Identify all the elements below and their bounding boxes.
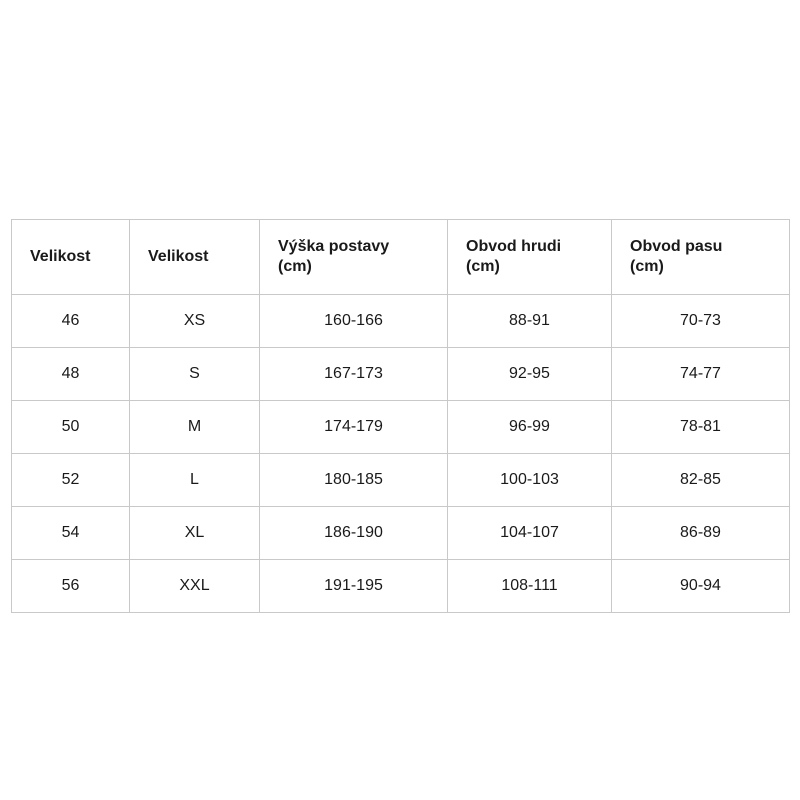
column-header-waist	[612, 220, 790, 295]
cell-waist: 70-73	[612, 295, 790, 348]
column-header-size-letter	[130, 220, 260, 295]
table-row	[12, 560, 790, 613]
column-header-height-unit: (cm)	[278, 258, 312, 275]
cell-chest: 88-91	[448, 295, 612, 348]
column-header-height-label: Výška postavy	[278, 238, 390, 255]
cell-size-letter: XXL	[130, 560, 260, 613]
table-row	[12, 348, 790, 401]
cell-chest: 108-111	[448, 560, 612, 613]
column-header-chest-label: Obvod hrudi	[466, 238, 562, 255]
cell-height: 167-173	[260, 348, 448, 401]
table-row	[12, 295, 790, 348]
cell-waist: 86-89	[612, 507, 790, 560]
size-chart-container	[11, 219, 789, 613]
cell-chest: 92-95	[448, 348, 612, 401]
cell-size-letter: XS	[130, 295, 260, 348]
column-header-waist-unit: (cm)	[630, 258, 664, 275]
cell-waist: 90-94	[612, 560, 790, 613]
cell-height: 191-195	[260, 560, 448, 613]
size-chart-table	[11, 219, 790, 613]
cell-size-eu: 54	[12, 507, 130, 560]
cell-height: 160-166	[260, 295, 448, 348]
cell-size-eu: 50	[12, 401, 130, 454]
cell-chest: 104-107	[448, 507, 612, 560]
column-header-chest	[448, 220, 612, 295]
cell-size-eu: 48	[12, 348, 130, 401]
column-header-height	[260, 220, 448, 295]
table-row	[12, 454, 790, 507]
cell-waist: 74-77	[612, 348, 790, 401]
cell-chest: 96-99	[448, 401, 612, 454]
cell-waist: 78-81	[612, 401, 790, 454]
cell-chest: 100-103	[448, 454, 612, 507]
column-header-waist-label: Obvod pasu	[630, 238, 723, 255]
table-header	[12, 220, 790, 295]
cell-waist: 82-85	[612, 454, 790, 507]
column-header-chest-unit: (cm)	[466, 258, 500, 275]
cell-height: 174-179	[260, 401, 448, 454]
column-header-size-letter-label: Velikost	[148, 248, 209, 265]
table-row	[12, 401, 790, 454]
column-header-size-eu	[12, 220, 130, 295]
column-header-size-eu-label: Velikost	[30, 248, 91, 265]
table-header-row	[12, 220, 790, 295]
cell-size-letter: M	[130, 401, 260, 454]
cell-height: 186-190	[260, 507, 448, 560]
cell-size-letter: S	[130, 348, 260, 401]
cell-size-eu: 56	[12, 560, 130, 613]
cell-height: 180-185	[260, 454, 448, 507]
cell-size-letter: XL	[130, 507, 260, 560]
table-body	[12, 295, 790, 613]
cell-size-eu: 52	[12, 454, 130, 507]
cell-size-eu: 46	[12, 295, 130, 348]
cell-size-letter: L	[130, 454, 260, 507]
table-row	[12, 507, 790, 560]
